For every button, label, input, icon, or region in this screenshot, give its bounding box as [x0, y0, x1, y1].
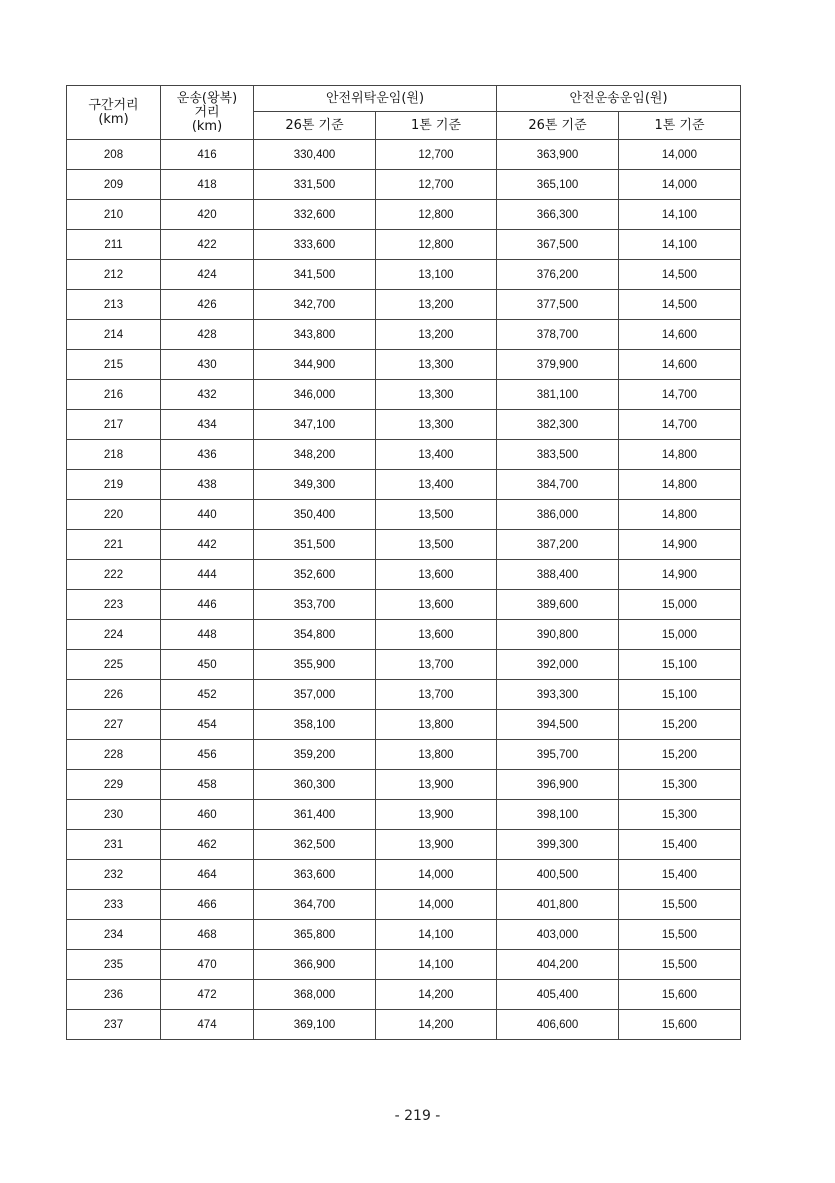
table-row [67, 860, 741, 890]
table-row [67, 290, 741, 320]
transport-1ton-cell: 14,500 [619, 260, 741, 290]
consignment-26ton-cell: 332,600 [254, 200, 376, 230]
table-row [67, 530, 741, 560]
table-row [67, 980, 741, 1010]
transport-distance-cell: 468 [161, 920, 254, 950]
transport-26ton-cell: 388,400 [497, 560, 619, 590]
table-row [67, 170, 741, 200]
consignment-26ton-cell: 333,600 [254, 230, 376, 260]
section-distance-cell: 231 [67, 830, 161, 860]
consignment-1ton-cell: 13,500 [376, 530, 497, 560]
transport-distance-cell: 424 [161, 260, 254, 290]
consignment-26ton-cell: 331,500 [254, 170, 376, 200]
table-row [67, 260, 741, 290]
consignment-1ton-cell: 14,000 [376, 890, 497, 920]
consignment-26ton-cell: 360,300 [254, 770, 376, 800]
transport-26ton-cell: 405,400 [497, 980, 619, 1010]
transport-1ton-cell: 15,200 [619, 710, 741, 740]
section-distance-cell: 219 [67, 470, 161, 500]
consignment-26ton-cell: 344,900 [254, 350, 376, 380]
transport-1ton-cell: 15,400 [619, 830, 741, 860]
table-row [67, 500, 741, 530]
transport-26ton-cell: 382,300 [497, 410, 619, 440]
transport-distance-cell: 442 [161, 530, 254, 560]
transport-26ton-cell: 390,800 [497, 620, 619, 650]
consignment-1ton-cell: 13,900 [376, 770, 497, 800]
consignment-26ton-cell: 348,200 [254, 440, 376, 470]
section-distance-cell: 224 [67, 620, 161, 650]
consignment-26ton-cell: 353,700 [254, 590, 376, 620]
consignment-1ton-cell: 13,800 [376, 710, 497, 740]
transport-26ton-cell: 379,900 [497, 350, 619, 380]
consignment-1ton-cell: 12,700 [376, 140, 497, 170]
transport-26ton-cell: 381,100 [497, 380, 619, 410]
transport-distance-cell: 472 [161, 980, 254, 1010]
header-section-distance: 구간거리 (km) [67, 86, 161, 140]
table-row [67, 740, 741, 770]
consignment-26ton-cell: 354,800 [254, 620, 376, 650]
table-row [67, 230, 741, 260]
transport-distance-cell: 420 [161, 200, 254, 230]
consignment-1ton-cell: 13,900 [376, 800, 497, 830]
consignment-26ton-cell: 369,100 [254, 1010, 376, 1040]
consignment-26ton-cell: 368,000 [254, 980, 376, 1010]
transport-1ton-cell: 14,700 [619, 380, 741, 410]
transport-26ton-cell: 399,300 [497, 830, 619, 860]
consignment-1ton-cell: 13,300 [376, 410, 497, 440]
section-distance-cell: 218 [67, 440, 161, 470]
table-row [67, 200, 741, 230]
table-row [67, 710, 741, 740]
section-distance-cell: 235 [67, 950, 161, 980]
section-distance-cell: 228 [67, 740, 161, 770]
transport-26ton-cell: 378,700 [497, 320, 619, 350]
consignment-1ton-cell: 14,000 [376, 860, 497, 890]
transport-26ton-cell: 367,500 [497, 230, 619, 260]
table-row [67, 950, 741, 980]
transport-26ton-cell: 366,300 [497, 200, 619, 230]
transport-26ton-cell: 377,500 [497, 290, 619, 320]
transport-1ton-cell: 14,600 [619, 320, 741, 350]
header-safety-transport-rate: 안전운송운임(원) [497, 86, 741, 112]
table-row [67, 650, 741, 680]
transport-distance-cell: 456 [161, 740, 254, 770]
transport-distance-cell: 422 [161, 230, 254, 260]
transport-distance-cell: 474 [161, 1010, 254, 1040]
section-distance-cell: 236 [67, 980, 161, 1010]
table-row [67, 890, 741, 920]
transport-distance-cell: 462 [161, 830, 254, 860]
header-transport-1ton: 1톤 기준 [619, 112, 741, 140]
transport-26ton-cell: 394,500 [497, 710, 619, 740]
transport-distance-cell: 428 [161, 320, 254, 350]
transport-26ton-cell: 383,500 [497, 440, 619, 470]
consignment-1ton-cell: 12,800 [376, 230, 497, 260]
transport-26ton-cell: 398,100 [497, 800, 619, 830]
section-distance-cell: 223 [67, 590, 161, 620]
consignment-1ton-cell: 13,600 [376, 560, 497, 590]
transport-26ton-cell: 365,100 [497, 170, 619, 200]
transport-1ton-cell: 15,000 [619, 620, 741, 650]
section-distance-cell: 226 [67, 680, 161, 710]
consignment-26ton-cell: 359,200 [254, 740, 376, 770]
consignment-26ton-cell: 342,700 [254, 290, 376, 320]
consignment-26ton-cell: 355,900 [254, 650, 376, 680]
consignment-26ton-cell: 365,800 [254, 920, 376, 950]
consignment-26ton-cell: 357,000 [254, 680, 376, 710]
consignment-26ton-cell: 343,800 [254, 320, 376, 350]
transport-distance-cell: 434 [161, 410, 254, 440]
consignment-1ton-cell: 13,500 [376, 500, 497, 530]
table-row [67, 770, 741, 800]
section-distance-cell: 213 [67, 290, 161, 320]
transport-26ton-cell: 386,000 [497, 500, 619, 530]
consignment-1ton-cell: 13,600 [376, 590, 497, 620]
consignment-1ton-cell: 13,100 [376, 260, 497, 290]
transport-1ton-cell: 15,500 [619, 950, 741, 980]
transport-1ton-cell: 14,000 [619, 170, 741, 200]
header-transport-distance: 운송(왕복) 거리 (km) [161, 86, 254, 140]
section-distance-cell: 234 [67, 920, 161, 950]
table-body [67, 140, 741, 1040]
consignment-1ton-cell: 13,700 [376, 680, 497, 710]
transport-1ton-cell: 14,100 [619, 230, 741, 260]
table-row [67, 140, 741, 170]
table-row [67, 440, 741, 470]
transport-26ton-cell: 387,200 [497, 530, 619, 560]
table-row [67, 680, 741, 710]
transport-distance-cell: 464 [161, 860, 254, 890]
header-consignment-26ton: 26톤 기준 [254, 112, 376, 140]
transport-26ton-cell: 376,200 [497, 260, 619, 290]
transport-1ton-cell: 14,900 [619, 560, 741, 590]
section-distance-cell: 230 [67, 800, 161, 830]
section-distance-cell: 215 [67, 350, 161, 380]
header-safety-consignment-rate: 안전위탁운임(원) [254, 86, 497, 112]
section-distance-cell: 209 [67, 170, 161, 200]
section-distance-cell: 233 [67, 890, 161, 920]
transport-distance-cell: 460 [161, 800, 254, 830]
transport-1ton-cell: 14,000 [619, 140, 741, 170]
table-row [67, 620, 741, 650]
section-distance-cell: 237 [67, 1010, 161, 1040]
consignment-26ton-cell: 349,300 [254, 470, 376, 500]
consignment-1ton-cell: 13,800 [376, 740, 497, 770]
transport-distance-cell: 446 [161, 590, 254, 620]
section-distance-cell: 229 [67, 770, 161, 800]
consignment-1ton-cell: 13,400 [376, 470, 497, 500]
section-distance-cell: 220 [67, 500, 161, 530]
section-distance-cell: 212 [67, 260, 161, 290]
transport-26ton-cell: 393,300 [497, 680, 619, 710]
transport-1ton-cell: 14,900 [619, 530, 741, 560]
consignment-1ton-cell: 13,300 [376, 350, 497, 380]
table-row [67, 830, 741, 860]
page-number: - 219 - [394, 1108, 441, 1124]
consignment-26ton-cell: 358,100 [254, 710, 376, 740]
consignment-26ton-cell: 352,600 [254, 560, 376, 590]
table-row [67, 410, 741, 440]
transport-distance-cell: 448 [161, 620, 254, 650]
rate-table [66, 85, 741, 1040]
section-distance-cell: 210 [67, 200, 161, 230]
table-row [67, 590, 741, 620]
transport-1ton-cell: 14,100 [619, 200, 741, 230]
section-distance-cell: 217 [67, 410, 161, 440]
consignment-1ton-cell: 13,300 [376, 380, 497, 410]
consignment-1ton-cell: 14,100 [376, 920, 497, 950]
transport-26ton-cell: 395,700 [497, 740, 619, 770]
consignment-1ton-cell: 12,800 [376, 200, 497, 230]
transport-1ton-cell: 14,500 [619, 290, 741, 320]
consignment-1ton-cell: 13,200 [376, 320, 497, 350]
consignment-1ton-cell: 13,600 [376, 620, 497, 650]
header-transport-26ton: 26톤 기준 [497, 112, 619, 140]
consignment-1ton-cell: 12,700 [376, 170, 497, 200]
transport-26ton-cell: 389,600 [497, 590, 619, 620]
consignment-26ton-cell: 361,400 [254, 800, 376, 830]
section-distance-cell: 208 [67, 140, 161, 170]
transport-distance-cell: 426 [161, 290, 254, 320]
table-row [67, 350, 741, 380]
transport-26ton-cell: 392,000 [497, 650, 619, 680]
transport-1ton-cell: 14,700 [619, 410, 741, 440]
section-distance-cell: 214 [67, 320, 161, 350]
section-distance-cell: 216 [67, 380, 161, 410]
transport-26ton-cell: 401,800 [497, 890, 619, 920]
transport-26ton-cell: 404,200 [497, 950, 619, 980]
header-consignment-1ton: 1톤 기준 [376, 112, 497, 140]
transport-distance-cell: 444 [161, 560, 254, 590]
transport-distance-cell: 450 [161, 650, 254, 680]
transport-distance-cell: 470 [161, 950, 254, 980]
section-distance-cell: 211 [67, 230, 161, 260]
transport-26ton-cell: 403,000 [497, 920, 619, 950]
transport-distance-cell: 432 [161, 380, 254, 410]
consignment-26ton-cell: 351,500 [254, 530, 376, 560]
transport-distance-cell: 466 [161, 890, 254, 920]
section-distance-cell: 221 [67, 530, 161, 560]
transport-26ton-cell: 400,500 [497, 860, 619, 890]
table-row [67, 920, 741, 950]
transport-1ton-cell: 15,600 [619, 980, 741, 1010]
consignment-1ton-cell: 14,100 [376, 950, 497, 980]
consignment-1ton-cell: 14,200 [376, 980, 497, 1010]
transport-1ton-cell: 15,300 [619, 770, 741, 800]
consignment-26ton-cell: 366,900 [254, 950, 376, 980]
consignment-1ton-cell: 13,200 [376, 290, 497, 320]
table-row [67, 1010, 741, 1040]
table-row [67, 380, 741, 410]
section-distance-cell: 227 [67, 710, 161, 740]
transport-distance-cell: 430 [161, 350, 254, 380]
transport-distance-cell: 418 [161, 170, 254, 200]
transport-distance-cell: 416 [161, 140, 254, 170]
transport-1ton-cell: 15,500 [619, 920, 741, 950]
consignment-26ton-cell: 350,400 [254, 500, 376, 530]
consignment-1ton-cell: 13,900 [376, 830, 497, 860]
consignment-1ton-cell: 13,700 [376, 650, 497, 680]
consignment-26ton-cell: 346,000 [254, 380, 376, 410]
table-row [67, 800, 741, 830]
section-distance-cell: 225 [67, 650, 161, 680]
transport-26ton-cell: 406,600 [497, 1010, 619, 1040]
table-row [67, 320, 741, 350]
transport-1ton-cell: 15,100 [619, 650, 741, 680]
consignment-26ton-cell: 330,400 [254, 140, 376, 170]
transport-1ton-cell: 15,200 [619, 740, 741, 770]
consignment-26ton-cell: 341,500 [254, 260, 376, 290]
transport-26ton-cell: 384,700 [497, 470, 619, 500]
consignment-26ton-cell: 362,500 [254, 830, 376, 860]
transport-26ton-cell: 363,900 [497, 140, 619, 170]
section-distance-cell: 232 [67, 860, 161, 890]
consignment-26ton-cell: 363,600 [254, 860, 376, 890]
transport-distance-cell: 440 [161, 500, 254, 530]
table-row [67, 560, 741, 590]
transport-1ton-cell: 14,800 [619, 500, 741, 530]
transport-distance-cell: 458 [161, 770, 254, 800]
transport-1ton-cell: 14,600 [619, 350, 741, 380]
transport-1ton-cell: 15,600 [619, 1010, 741, 1040]
transport-distance-cell: 436 [161, 440, 254, 470]
transport-1ton-cell: 15,100 [619, 680, 741, 710]
transport-1ton-cell: 15,300 [619, 800, 741, 830]
transport-distance-cell: 438 [161, 470, 254, 500]
transport-26ton-cell: 396,900 [497, 770, 619, 800]
transport-1ton-cell: 15,400 [619, 860, 741, 890]
transport-distance-cell: 452 [161, 680, 254, 710]
transport-1ton-cell: 15,500 [619, 890, 741, 920]
transport-1ton-cell: 14,800 [619, 440, 741, 470]
transport-1ton-cell: 15,000 [619, 590, 741, 620]
section-distance-cell: 222 [67, 560, 161, 590]
consignment-26ton-cell: 364,700 [254, 890, 376, 920]
consignment-26ton-cell: 347,100 [254, 410, 376, 440]
consignment-1ton-cell: 14,200 [376, 1010, 497, 1040]
consignment-1ton-cell: 13,400 [376, 440, 497, 470]
table-row [67, 470, 741, 500]
transport-1ton-cell: 14,800 [619, 470, 741, 500]
transport-distance-cell: 454 [161, 710, 254, 740]
